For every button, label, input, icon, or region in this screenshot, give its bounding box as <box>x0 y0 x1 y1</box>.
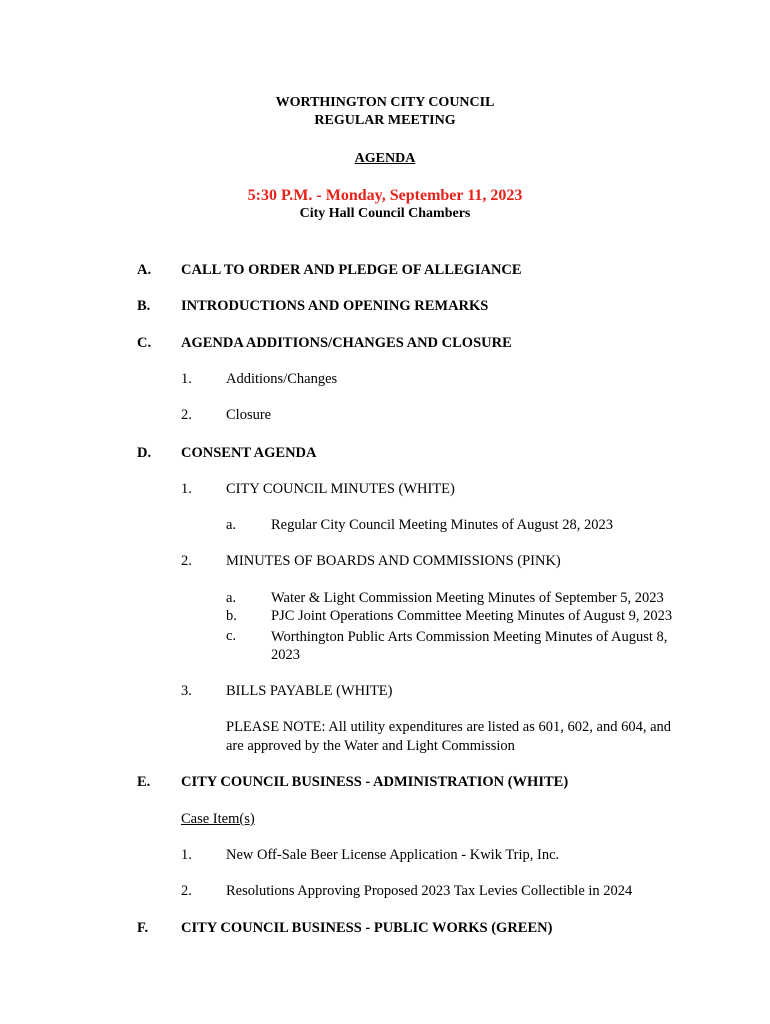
section-f-title: CITY COUNCIL BUSINESS - PUBLIC WORKS (GREEN) <box>181 920 553 936</box>
section-e-letter: E. <box>137 774 151 790</box>
section-d-letter: D. <box>137 445 152 461</box>
section-c-item-text: Additions/Changes <box>226 371 338 387</box>
section-b-letter: B. <box>137 298 151 314</box>
council-name: WORTHINGTON CITY COUNCIL <box>275 95 495 110</box>
section-a-letter: A. <box>137 262 152 278</box>
sub-item-text: Worthington Public Arts Commission Meeting Minutes of August 8, 2023 <box>271 629 668 663</box>
sub-item-text: Regular City Council Meeting Minutes of August 28, 2023 <box>271 517 613 533</box>
section-e-title: CITY COUNCIL BUSINESS - ADMINISTRATION (WHITE) <box>181 774 569 790</box>
sub-item-letter: a. <box>226 517 237 533</box>
section-d-item-num: 2. <box>181 553 192 569</box>
section-d-item-text: CITY COUNCIL MINUTES (WHITE) <box>226 481 455 497</box>
section-c-title: AGENDA ADDITIONS/CHANGES AND CLOSURE <box>181 335 512 351</box>
section-d-item-text: MINUTES OF BOARDS AND COMMISSIONS (PINK) <box>226 553 561 569</box>
section-d-item-num: 3. <box>181 683 192 699</box>
section-f-letter: F. <box>137 920 149 936</box>
case-items-label: Case Item(s) <box>181 811 255 827</box>
bills-payable-note: PLEASE NOTE: All utility expenditures are listed as 601, 602, and 604, and are approved by the Water and Light Commission <box>226 719 672 754</box>
meeting-location: City Hall Council Chambers <box>299 206 471 221</box>
section-d-item-text: BILLS PAYABLE (WHITE) <box>226 683 393 699</box>
section-e-item-text: New Off-Sale Beer License Application - Kwik Trip, Inc. <box>226 847 560 863</box>
section-e-item-text: Resolutions Approving Proposed 2023 Tax Levies Collectible in 2024 <box>226 883 633 899</box>
section-c-item-text: Closure <box>226 407 272 423</box>
section-e-item-num: 1. <box>181 847 192 863</box>
sub-item-text: Water & Light Commission Meeting Minutes of September 5, 2023 <box>271 590 664 606</box>
sub-item-letter: c. <box>226 628 237 644</box>
section-d-item-num: 1. <box>181 481 192 497</box>
section-a-title: CALL TO ORDER AND PLEDGE OF ALLEGIANCE <box>181 262 522 278</box>
section-c-letter: C. <box>137 335 152 351</box>
section-e-item-num: 2. <box>181 883 192 899</box>
meeting-type: REGULAR MEETING <box>314 113 456 128</box>
section-d-title: CONSENT AGENDA <box>181 445 317 461</box>
sub-item-letter: b. <box>226 608 237 624</box>
sub-item-letter: a. <box>226 590 237 606</box>
section-c-item-num: 2. <box>181 407 192 423</box>
agenda-heading: AGENDA <box>354 151 416 166</box>
section-c-item-num: 1. <box>181 371 192 387</box>
section-b-title: INTRODUCTIONS AND OPENING REMARKS <box>181 298 489 314</box>
meeting-datetime: 5:30 P.M. - Monday, September 11, 2023 <box>247 187 523 204</box>
sub-item-text: PJC Joint Operations Committee Meeting Minutes of August 9, 2023 <box>271 608 673 624</box>
